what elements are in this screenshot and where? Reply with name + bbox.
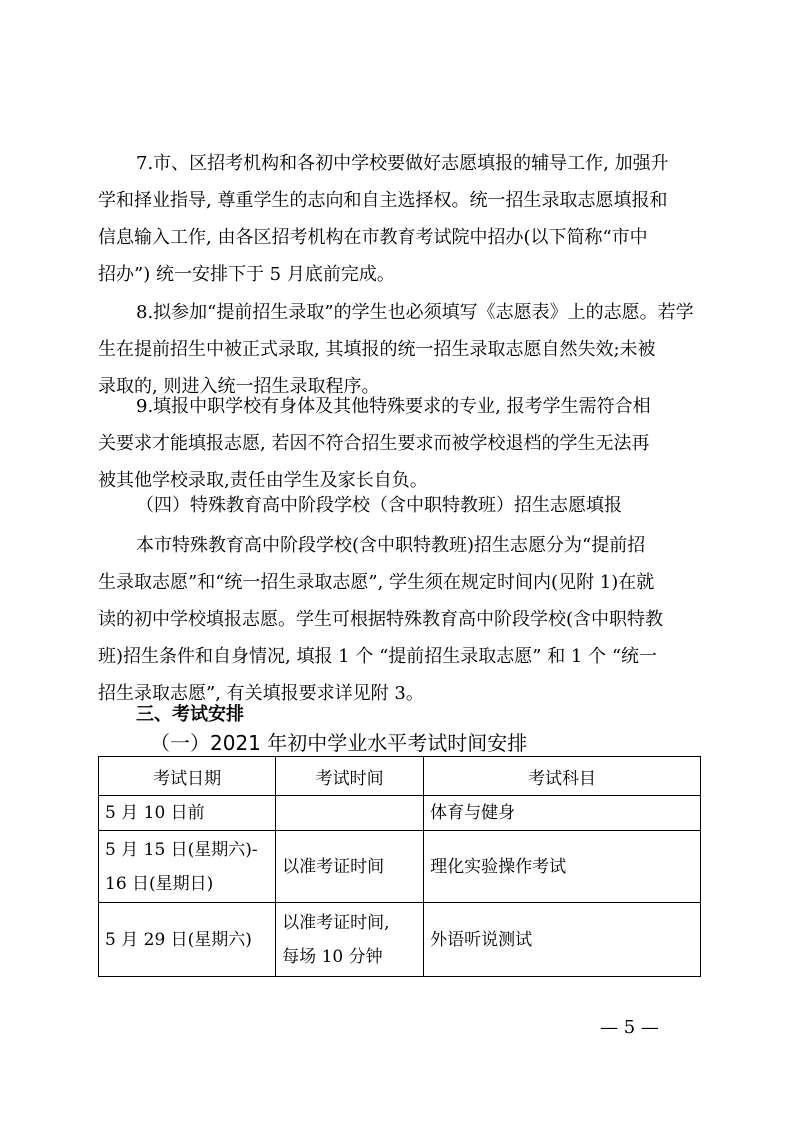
paragraph-line: 被其他学校录取,责任由学生及家长自负。: [98, 470, 428, 491]
paragraph-line: 学和择业指导, 尊重学生的志向和自主选择权。统一招生录取志愿填报和: [98, 190, 668, 211]
paragraph-line: 生录取志愿”和“统一招生录取志愿”, 学生须在规定时间内(见附 1)在就: [98, 572, 655, 593]
paragraph-7: [98, 145, 703, 293]
cell-text: 以准考证时间: [282, 856, 385, 877]
section-heading-4: （四）特殊教育高中阶段学校（含中职特教班）招生志愿填报: [136, 495, 622, 516]
cell-text: 5 月 10 日前: [105, 803, 205, 823]
paragraph-line: 录取的, 则进入统一招生录取程序。: [98, 376, 380, 397]
paragraph-line: 9.填报中职学校有身体及其他特殊要求的专业, 报考学生需符合相: [136, 396, 651, 417]
table-row: [99, 903, 701, 977]
cell-text: 体育与健身: [430, 803, 516, 823]
paragraph-line: 班)招生条件和自身情况, 填报 1 个 “提前招生录取志愿” 和 1 个 “统一: [98, 646, 658, 667]
cell-text: 每场 10 分钟: [282, 946, 383, 967]
cell-date: [99, 831, 276, 903]
table-caption: （一）2021 年初中学业水平考试时间安排: [150, 731, 528, 755]
cell-text: 5 月 15 日(星期六)-: [105, 839, 258, 860]
cell-subject: [424, 796, 701, 831]
paragraph-line: 信息输入工作, 由各区招考机构在市教育考试院中招办(以下简称“市中: [98, 227, 648, 248]
cell-time: [276, 903, 424, 977]
paragraph-line: 本市特殊教育高中阶段学校(含中职特教班)招生志愿分为“提前招: [136, 535, 646, 556]
header-exam-subject: 考试科目: [424, 757, 701, 796]
page-number: — 5 —: [600, 1017, 659, 1038]
cell-time: [276, 796, 424, 831]
cell-subject: [424, 903, 701, 977]
table-row: [99, 831, 701, 903]
header-exam-date: 考试日期: [99, 757, 276, 796]
paragraph-line: 生在提前招生中被正式录取, 其填报的统一招生录取志愿自然失效;未被: [98, 339, 656, 360]
exam-schedule-table: [98, 756, 701, 977]
paragraph-line: 招生录取志愿”, 有关填报要求详见附 3。: [98, 683, 424, 704]
paragraph-line: 7.市、区招考机构和各初中学校要做好志愿填报的辅导工作, 加强升: [136, 153, 669, 174]
cell-text: 以准考证时间,: [282, 912, 390, 933]
section-heading-3: 三、考试安排: [136, 704, 244, 725]
header-exam-time: 考试时间: [276, 757, 424, 796]
paragraph-line: 读的初中学校填报志愿。学生可根据特殊教育高中阶段学校(含中职特教: [98, 609, 664, 630]
cell-date: [99, 903, 276, 977]
paragraph-9: [98, 388, 703, 499]
cell-text: 外语听说测试: [430, 929, 533, 950]
paragraph-special-education: [98, 527, 703, 712]
paragraph-line: 8.拟参加“提前招生录取”的学生也必须填写《志愿表》上的志愿。若学: [136, 302, 694, 323]
paragraph-line: 招办”) 统一安排下于 5 月底前完成。: [98, 264, 395, 285]
table-row: [99, 796, 701, 831]
cell-subject: [424, 831, 701, 903]
cell-text: 16 日(星期日): [105, 873, 214, 894]
table-header-row: [99, 757, 701, 796]
cell-text: 理化实验操作考试: [430, 856, 567, 877]
cell-text: 5 月 29 日(星期六): [105, 929, 252, 950]
cell-time: [276, 831, 424, 903]
paragraph-line: 关要求才能填报志愿, 若因不符合招生要求而被学校退档的学生无法再: [98, 433, 650, 454]
cell-date: [99, 796, 276, 831]
